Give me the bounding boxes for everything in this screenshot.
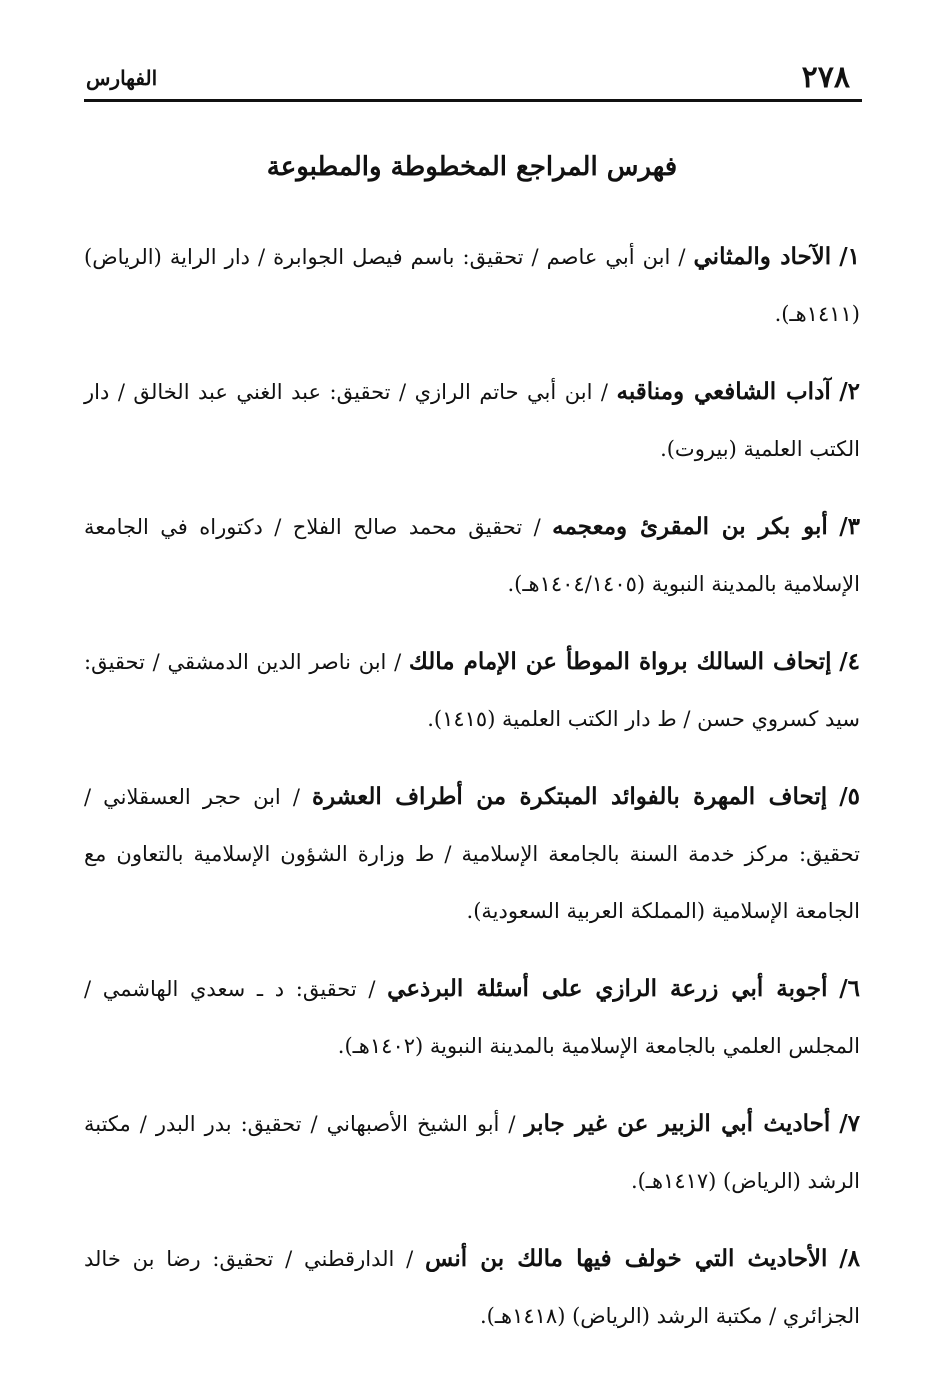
entry-details: / ابن ناصر الدين الدمشقي / تحقيق: سيد كسروي حسن / ط دار الكتب العلمية (١٤١٥).: [84, 650, 860, 731]
entry-number: ٦/: [839, 975, 860, 1002]
reference-entry-7: [84, 1095, 860, 1210]
reference-entry-8: [84, 1230, 860, 1345]
entry-details: / تحقيق: د ـ سعدي الهاشمي / المجلس العلمي بالجامعة الإسلامية بالمدينة النبوية (١٤٠٢هـ).: [84, 977, 860, 1058]
references-list: [84, 228, 860, 1365]
entry-number: ٤/: [839, 648, 860, 675]
entry-details: / تحقيق محمد صالح الفلاح / دكتوراه في الجامعة الإسلامية بالمدينة النبوية (١٤٠٤/١٤٠٥هـ).: [84, 515, 860, 596]
entry-number: ٥/: [839, 783, 860, 810]
reference-entry-3: [84, 498, 860, 613]
entry-book-title: إتحاف السالك برواة الموطأ عن الإمام مالك: [408, 648, 832, 675]
header-rule: [84, 99, 862, 102]
entry-book-title: أجوبة أبي زرعة الرازي على أسئلة البرذعي: [387, 975, 828, 1002]
reference-entry-1: [84, 228, 860, 343]
entry-details: / ابن أبي عاصم / تحقيق: باسم فيصل الجوابرة / دار الراية (الرياض) (١٤١١هـ).: [84, 245, 860, 326]
reference-entry-2: [84, 363, 860, 478]
entry-details: / أبو الشيخ الأصبهاني / تحقيق: بدر البدر / مكتبة الرشد (الرياض) (١٤١٧هـ).: [84, 1112, 860, 1193]
entry-book-title: آداب الشافعي ومناقبه: [616, 378, 831, 405]
entry-book-title: الأحاديث التي خولف فيها مالك بن أنس: [425, 1245, 828, 1272]
page-header: [84, 58, 860, 98]
entry-book-title: الآحاد والمثاني: [693, 243, 832, 270]
entry-book-title: أبو بكر بن المقرئ ومعجمه: [552, 513, 828, 540]
reference-entry-6: [84, 960, 860, 1075]
page-number: ٢٧٨: [801, 60, 850, 95]
entry-book-title: إتحاف المهرة بالفوائد المبتكرة من أطراف العشرة: [312, 783, 828, 810]
entry-details: / ابن أبي حاتم الرازي / تحقيق: عبد الغني عبد الخالق / دار الكتب العلمية (بيروت).: [84, 380, 860, 461]
running-title: الفهارس: [86, 66, 158, 90]
entry-number: ٢/: [839, 378, 860, 405]
index-title: فهرس المراجع المخطوطة والمطبوعة: [266, 152, 678, 182]
entry-number: ٧/: [839, 1110, 860, 1137]
entry-details: / الدارقطني / تحقيق: رضا بن خالد الجزائري / مكتبة الرشد (الرياض) (١٤١٨هـ).: [84, 1247, 860, 1328]
entry-details: / ابن حجر العسقلاني / تحقيق: مركز خدمة السنة بالجامعة الإسلامية / ط وزارة الشؤون الإسلامية بالتعاون مع الجامعة الإسلامية (المملكة العربية السعودية).: [84, 785, 860, 923]
entry-number: ٣/: [839, 513, 860, 540]
entry-number: ١/: [839, 243, 860, 270]
reference-entry-5: [84, 768, 860, 940]
entry-book-title: أحاديث أبي الزبير عن غير جابر: [524, 1110, 831, 1137]
reference-entry-4: [84, 633, 860, 748]
entry-number: ٨/: [839, 1245, 860, 1272]
